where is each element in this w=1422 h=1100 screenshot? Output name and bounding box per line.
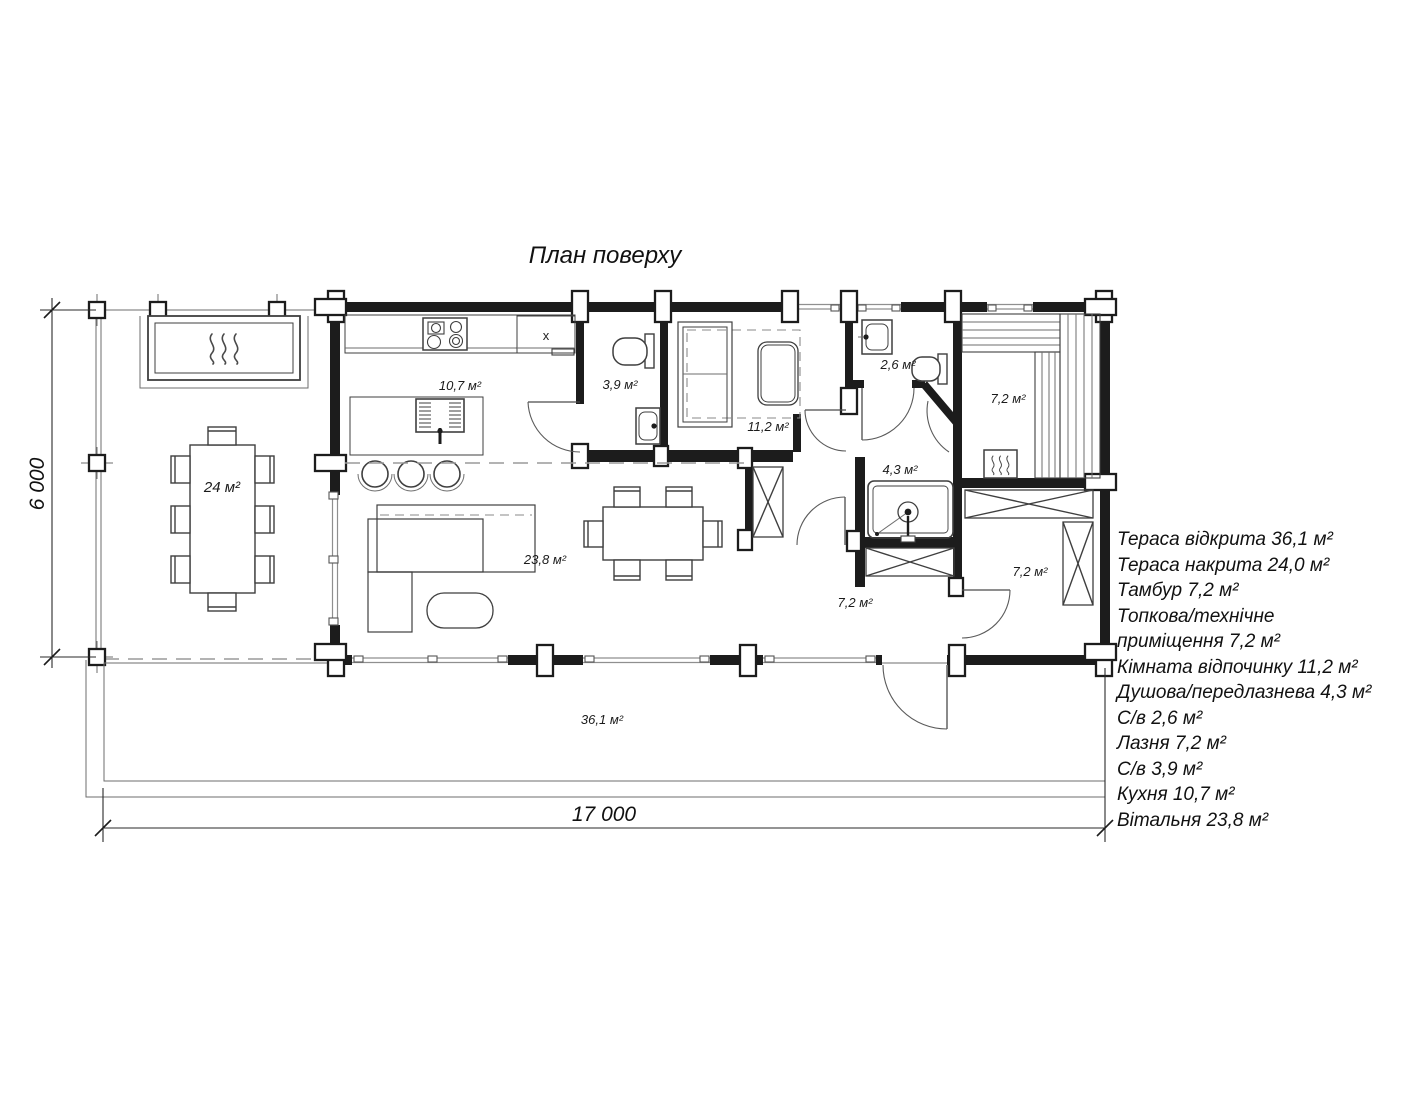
chair	[614, 487, 640, 507]
door-tambour	[962, 590, 1010, 638]
appliance-x-label: x	[542, 328, 550, 343]
open-terrace	[86, 660, 1105, 797]
closet-x	[753, 467, 783, 537]
sofa-bed	[678, 322, 732, 427]
window-north-2	[857, 302, 901, 312]
living-room	[345, 463, 748, 632]
dimension-17000-label: 17 000	[571, 803, 637, 826]
closet-x	[1063, 522, 1093, 605]
sink-icon	[636, 408, 660, 444]
toilet-icon	[613, 334, 654, 368]
room-label-tambour: 7,2 м²	[1012, 564, 1048, 579]
dimension-6000-label: 6 000	[26, 457, 49, 511]
window-south-1	[352, 655, 508, 665]
chair	[208, 593, 236, 611]
window-south-3	[763, 655, 876, 665]
room-label-shower: 4,3 м²	[882, 462, 918, 477]
legend-line: Кімната відпочинку 11,2 м²	[1117, 656, 1358, 678]
wall-wc26-south-a	[853, 380, 864, 388]
bar-stool	[358, 461, 392, 491]
window-south-2	[583, 655, 710, 665]
room-label-wc26: 2,6 м²	[880, 357, 916, 372]
open-terrace-outer-step	[86, 660, 1105, 797]
appliance-x	[517, 316, 575, 355]
table-top	[190, 445, 255, 593]
door-living-hall	[797, 497, 845, 545]
legend-line: Тераса відкрита 36,1 м²	[1117, 529, 1333, 550]
room-label-sauna: 7,2 м²	[990, 391, 1026, 406]
legend-line: Душова/передлазнева 4,3 м²	[1117, 682, 1372, 703]
legend-line: Кухня 10,7 м²	[1117, 784, 1235, 805]
wall-sauna-south	[962, 478, 1100, 488]
corner-sofa	[368, 505, 535, 632]
room-label-kitchen: 10,7 м²	[438, 378, 482, 393]
legend-line: Лазня 7,2 м²	[1117, 733, 1226, 754]
low-table	[758, 342, 798, 405]
rest-room	[678, 322, 800, 434]
wall-doorway-jamb	[793, 414, 801, 452]
wall-shower-west	[855, 457, 865, 587]
wall-bath-restroom	[660, 312, 668, 452]
chair	[666, 487, 692, 507]
doors	[528, 388, 1010, 729]
sauna-bench-mid	[1035, 352, 1060, 478]
hot-tub-outer	[148, 316, 300, 380]
hot-tub	[140, 316, 308, 388]
chair	[171, 556, 190, 583]
legend-line: Тамбур 7,2 м²	[1117, 580, 1239, 601]
door-wc26	[862, 388, 914, 440]
terrace-dining-table	[171, 427, 274, 611]
kitchen	[345, 315, 575, 491]
room-legend	[1117, 527, 1417, 833]
door-entrance	[883, 665, 947, 729]
tambour	[965, 490, 1093, 605]
dimension-horizontal	[95, 668, 1113, 842]
legend-line: Топкова/технічне	[1117, 605, 1275, 627]
bar-stool	[430, 461, 464, 491]
legend-line: Тераса накрита 24,0 м²	[1117, 554, 1330, 576]
stove	[423, 318, 467, 350]
sauna-bench-top	[962, 314, 1060, 352]
sink-icon	[858, 320, 892, 354]
sauna	[962, 314, 1100, 478]
closet-x	[965, 490, 1093, 518]
closet-x	[866, 548, 954, 576]
legend-line: С/в 2,6 м²	[1117, 707, 1203, 729]
sauna-bench-right	[1060, 314, 1100, 478]
room-label-living: 23,8 м²	[523, 552, 567, 567]
column	[81, 447, 113, 479]
room-label-bath39: 3,9 м²	[602, 377, 638, 392]
chair	[666, 560, 692, 580]
covered-terrace	[81, 294, 330, 673]
wc-26	[858, 320, 947, 384]
chair	[584, 521, 603, 547]
island-sink	[416, 399, 464, 444]
window-west	[329, 492, 340, 625]
wall-rooms-south	[576, 450, 793, 462]
room-label-terrace-open: 36,1 м²	[580, 712, 624, 727]
chair	[171, 506, 190, 533]
chair	[255, 506, 274, 533]
chair	[255, 456, 274, 483]
room-label-terrace-covered: 24 м²	[203, 479, 241, 496]
room-label-restroom: 11,2 м²	[747, 419, 789, 434]
chair	[171, 456, 190, 483]
legend-line: приміщення 7,2 м²	[1117, 631, 1280, 652]
kitchen-island	[350, 397, 483, 455]
bathroom-39	[603, 334, 660, 444]
coffee-table	[427, 593, 493, 628]
dining-table	[584, 487, 722, 580]
sauna-stove	[984, 450, 1017, 478]
wall-diagonal-vestibule	[924, 384, 957, 423]
bar-stool	[394, 461, 428, 491]
room-label-hall: 7,2 м²	[837, 595, 873, 610]
chair	[614, 560, 640, 580]
chair	[703, 521, 722, 547]
dimension-vertical	[26, 298, 96, 668]
door-restroom	[805, 410, 846, 451]
shower-room	[868, 462, 953, 542]
chair	[255, 556, 274, 583]
legend-line: Вітальня 23,8 м²	[1117, 809, 1269, 831]
window-north-3	[987, 302, 1033, 312]
legend-line: С/в 3,9 м²	[1117, 758, 1203, 780]
toilet-icon	[912, 354, 947, 384]
wall-kitchen-bath	[576, 312, 584, 404]
page-title: План поверху	[528, 242, 682, 269]
shower-tray	[868, 481, 953, 538]
wall-sauna-west	[953, 302, 962, 590]
bar-stools	[358, 461, 464, 491]
chair	[208, 427, 236, 445]
